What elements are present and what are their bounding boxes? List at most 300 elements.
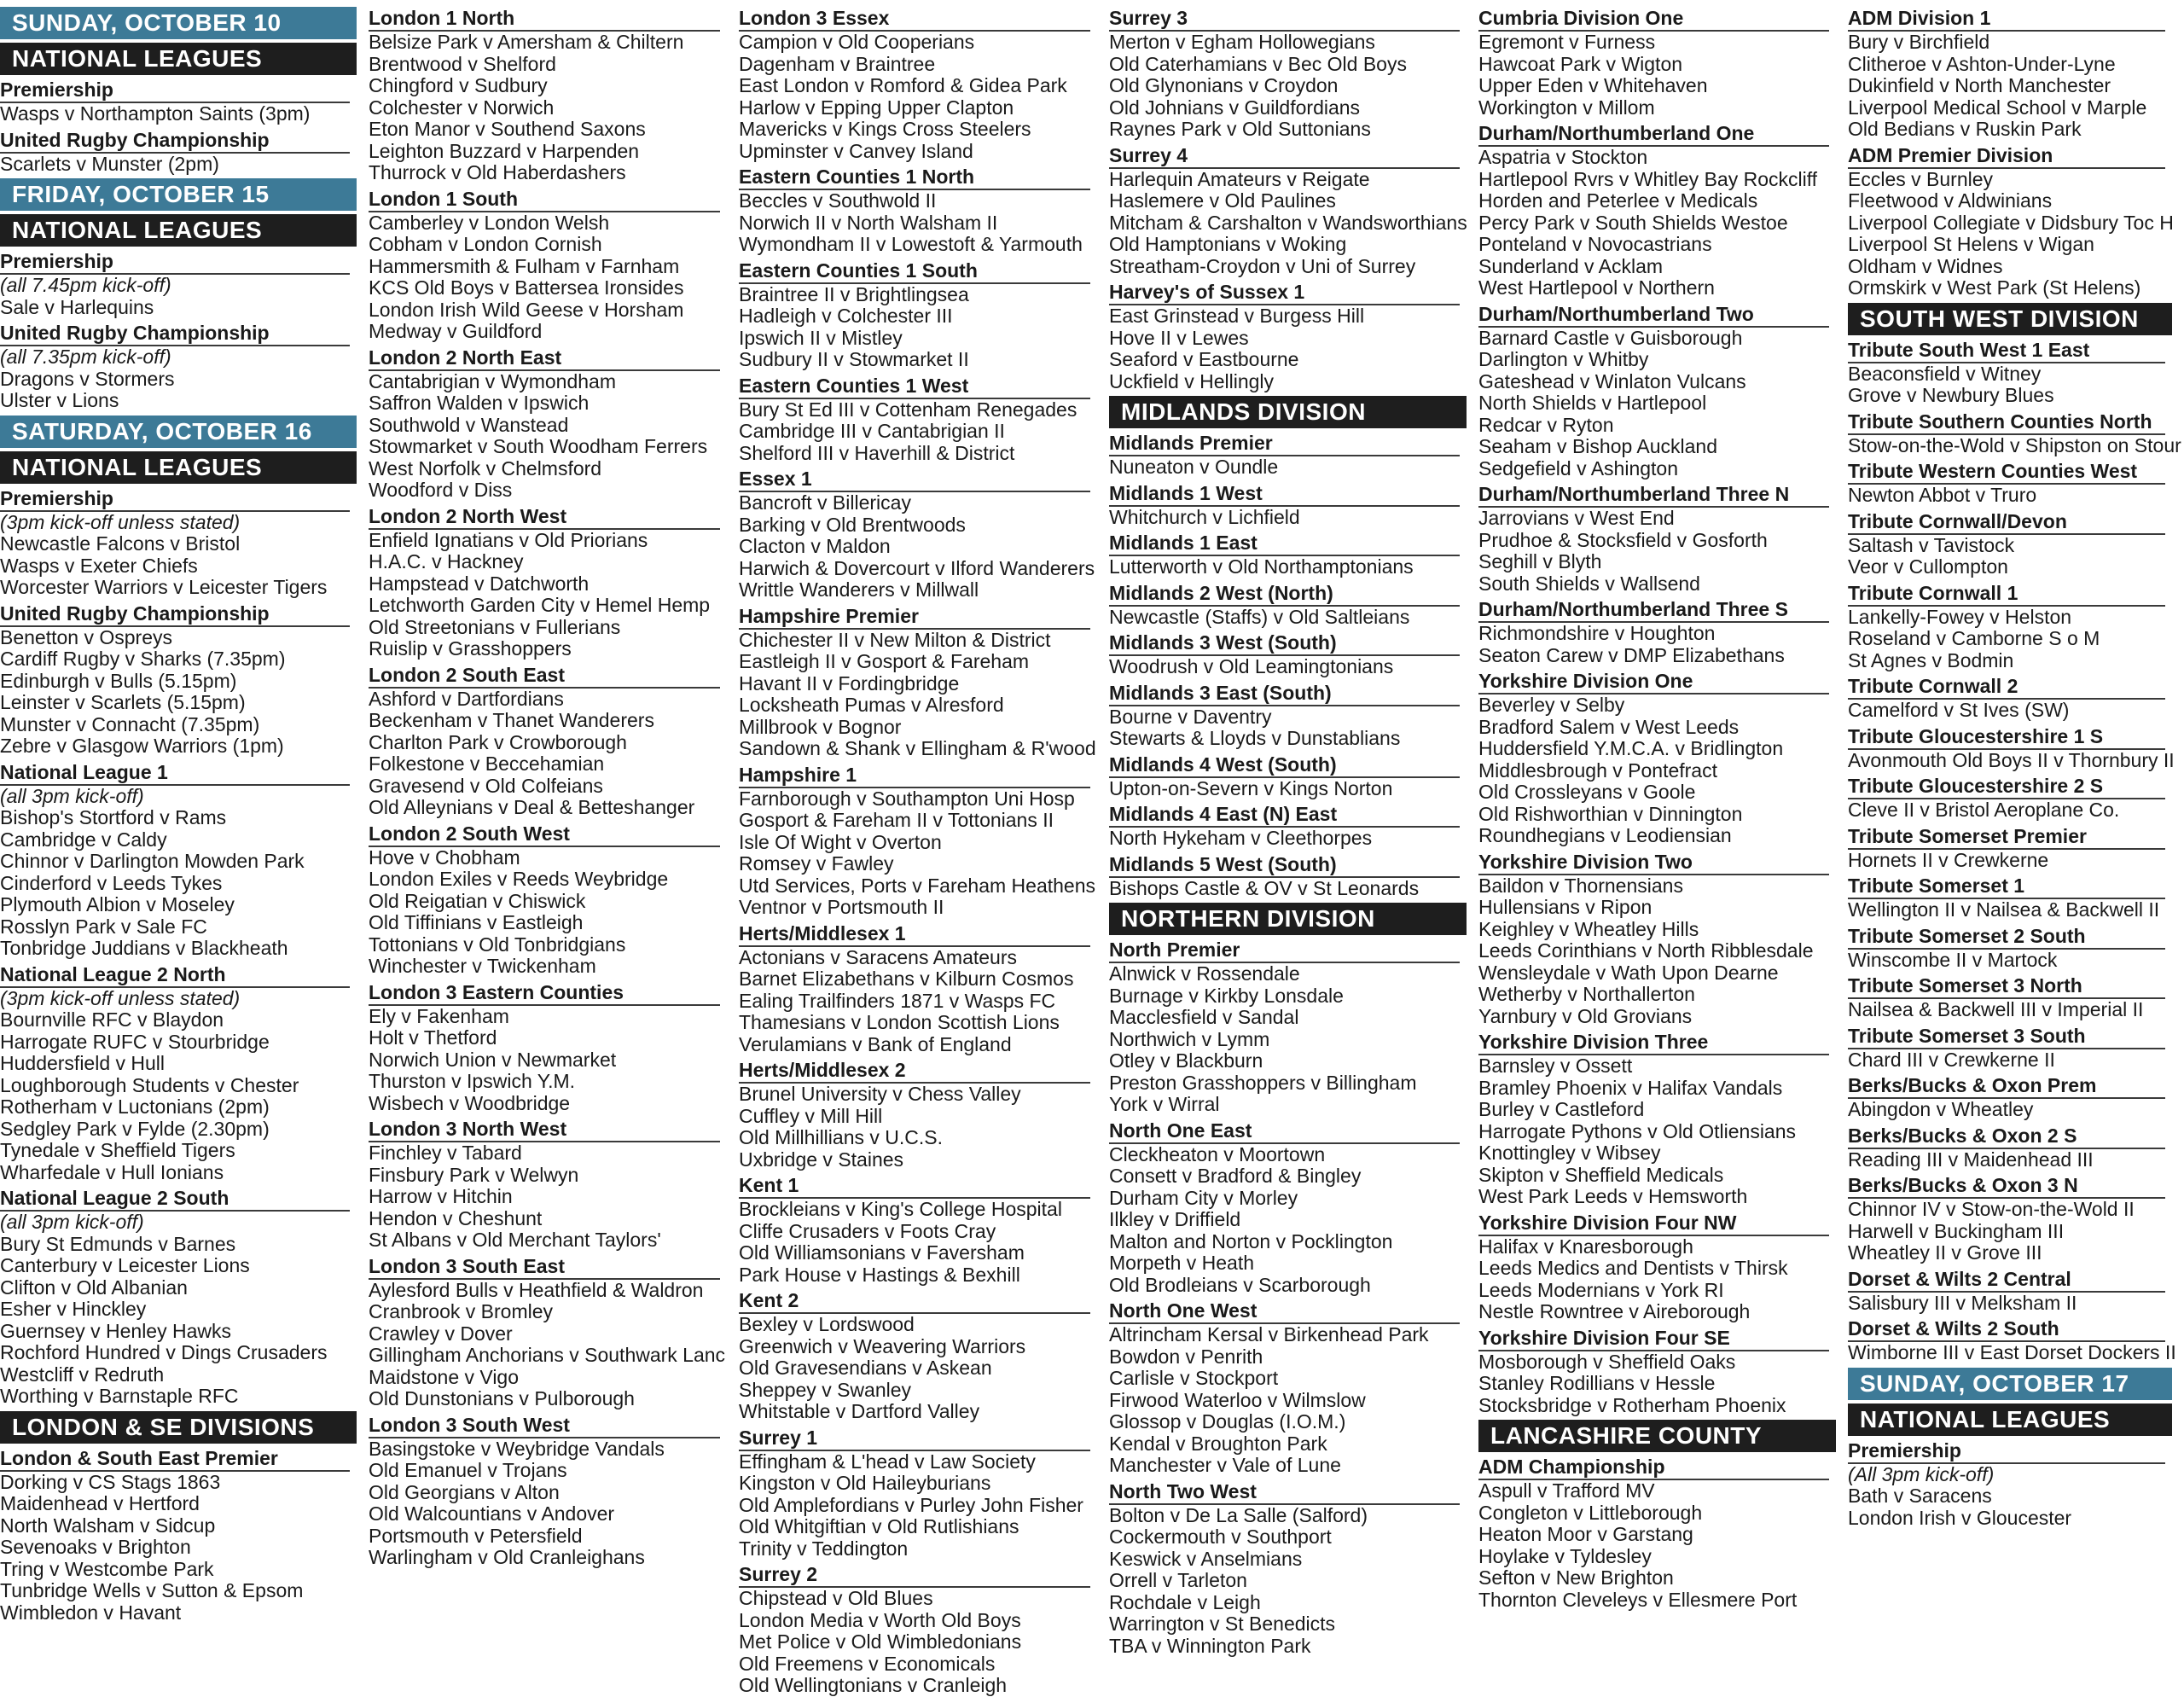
fixture-line: Old Georgians v Alton bbox=[369, 1480, 560, 1503]
fixture-line: Rosslyn Park v Sale FC bbox=[0, 915, 207, 938]
fixture-line: Wasps v Northampton Saints (3pm) bbox=[0, 102, 311, 125]
fixture-line: South Shields v Wallsend bbox=[1478, 572, 1700, 595]
fixture-line: Seghill v Blyth bbox=[1478, 550, 1602, 572]
league-heading: Premiership bbox=[0, 487, 350, 512]
fixture-line: Bancroft v Billericay bbox=[739, 491, 911, 514]
section-banner: MIDLANDS DIVISION bbox=[1109, 396, 1467, 428]
fixture-line: Old Whitgiftian v Old Rutlishians bbox=[739, 1515, 1019, 1537]
fixture-line: Nuneaton v Oundle bbox=[1109, 456, 1279, 478]
fixture-line: Ulster v Lions bbox=[0, 389, 119, 411]
league-heading: Tribute Somerset 2 South bbox=[1848, 925, 2165, 950]
fixture-line: Liverpool St Helens v Wigan bbox=[1848, 233, 2094, 255]
fixture-line: Macclesfield v Sandal bbox=[1109, 1006, 1299, 1028]
fixture-line: Otley v Blackburn bbox=[1109, 1049, 1263, 1072]
fixture-line: Manchester v Vale of Lune bbox=[1109, 1454, 1341, 1476]
fixture-line: Reading III v Maidenhead III bbox=[1848, 1148, 2094, 1171]
fixture-line: Ormskirk v West Park (St Helens) bbox=[1848, 276, 2141, 299]
fixture-line: Glossop v Douglas (I.O.M.) bbox=[1109, 1410, 1346, 1433]
fixture-line: Warrington v St Benedicts bbox=[1109, 1613, 1336, 1635]
fixture-line: Chingford v Sudbury bbox=[369, 74, 548, 96]
fixture-line: Yarnbury v Old Grovians bbox=[1478, 1004, 1693, 1027]
fixture-line: Leeds Corinthians v North Ribblesdale bbox=[1478, 939, 1814, 962]
fixture-line: Darlington v Whitby bbox=[1478, 348, 1649, 370]
fixture-line: Chipstead v Old Blues bbox=[739, 1587, 933, 1609]
fixture-line: Guernsey v Henley Hawks bbox=[0, 1319, 231, 1342]
fixture-line: Fleetwood v Aldwinians bbox=[1848, 189, 2053, 212]
fixture-line: Campion v Old Cooperians bbox=[739, 31, 975, 53]
fixture-line: Horden and Peterlee v Medicals bbox=[1478, 189, 1758, 212]
fixture-line: Gillingham Anchorians v Southwark Lanc bbox=[369, 1344, 726, 1366]
date-heading: SATURDAY, OCTOBER 16 bbox=[0, 416, 357, 448]
date-heading: FRIDAY, OCTOBER 15 bbox=[0, 178, 357, 211]
fixture-line: Northwich v Lymm bbox=[1109, 1027, 1270, 1050]
fixture-line: Stow-on-the-Wold v Shipston on Stour bbox=[1848, 433, 2181, 456]
league-heading: Tribute Cornwall 2 bbox=[1848, 675, 2165, 700]
league-heading: London 3 Eastern Counties bbox=[369, 981, 720, 1006]
fixture-line: Cardiff Rugby v Sharks (7.35pm) bbox=[0, 648, 286, 670]
fixture-line: Nailsea & Backwell III v Imperial II bbox=[1848, 998, 2144, 1020]
league-heading: London 3 South East bbox=[369, 1255, 720, 1280]
fixture-line: Dagenham v Braintree bbox=[739, 52, 936, 75]
fixture-line: Brunel University v Chess Valley bbox=[739, 1083, 1021, 1105]
fixture-line: Clacton v Maldon bbox=[739, 535, 891, 557]
fixture-line: Dorking v CS Stags 1863 bbox=[0, 1470, 221, 1493]
fixture-line: Harlow v Epping Upper Clapton bbox=[739, 96, 1014, 119]
fixture-line: Aspull v Trafford MV bbox=[1478, 1479, 1655, 1502]
fixture-line: Ventnor v Portsmouth II bbox=[739, 896, 944, 918]
fixture-line: Hawcoat Park v Wigton bbox=[1478, 52, 1683, 75]
fixtures-column bbox=[0, 0, 369, 1629]
fixture-line: Isle Of Wight v Overton bbox=[739, 830, 942, 853]
fixture-line: Havant II v Fordingbridge bbox=[739, 671, 960, 694]
fixture-line: Met Police v Old Wimbledonians bbox=[739, 1630, 1022, 1653]
fixture-line: Bexley v Lordswood bbox=[739, 1313, 915, 1335]
fixture-line: Halifax v Knaresborough bbox=[1478, 1235, 1693, 1258]
fixture-line: Cantabrigian v Wymondham bbox=[369, 369, 616, 392]
league-heading: Yorkshire Division Two bbox=[1478, 851, 1829, 875]
fixture-line: Benetton v Ospreys bbox=[0, 625, 172, 648]
fixture-line: Bishop's Stortford v Rams bbox=[0, 806, 227, 828]
fixture-line: Saffron Walden v Ipswich bbox=[369, 392, 590, 414]
fixture-line: Eton Manor v Southend Saxons bbox=[369, 118, 646, 140]
league-heading: United Rugby Championship bbox=[0, 129, 350, 154]
fixture-line: Old Crossleyans v Goole bbox=[1478, 781, 1696, 803]
fixture-line: Bury St Edmunds v Barnes bbox=[0, 1232, 236, 1255]
fixture-line: Wimbledon v Havant bbox=[0, 1601, 182, 1624]
fixture-line: Saltash v Tavistock bbox=[1848, 533, 2015, 556]
fixture-line: Plymouth Albion v Moseley bbox=[0, 893, 235, 915]
fixture-line: Leighton Buzzard v Harpenden bbox=[369, 139, 640, 162]
fixture-line: Durham City v Morley bbox=[1109, 1186, 1298, 1209]
fixture-line: Knottingley v Wibsey bbox=[1478, 1142, 1661, 1164]
fixture-line: Bury v Birchfield bbox=[1848, 31, 1990, 53]
fixture-line: East Grinstead v Burgess Hill bbox=[1109, 305, 1365, 327]
fixture-line: Harrogate RUFC v Stourbridge bbox=[0, 1030, 270, 1053]
league-heading: Surrey 4 bbox=[1109, 144, 1460, 169]
fixture-line: Bradford Salem v West Leeds bbox=[1478, 715, 1740, 738]
fixture-line: Basingstoke v Weybridge Vandals bbox=[369, 1437, 665, 1460]
fixture-line: Bowdon v Penrith bbox=[1109, 1345, 1263, 1368]
fixture-line: Eastleigh II v Gosport & Fareham bbox=[739, 650, 1030, 672]
fixture-line: Morpeth v Heath bbox=[1109, 1252, 1255, 1274]
fixture-line: Holt v Thetford bbox=[369, 1026, 497, 1049]
fixture-line: Effingham & L'head v Law Society bbox=[739, 1450, 1036, 1473]
fixture-line: Preston Grasshoppers v Billingham bbox=[1109, 1071, 1417, 1094]
fixture-line: Crawley v Dover bbox=[369, 1322, 513, 1345]
league-heading: Tribute Cornwall 1 bbox=[1848, 582, 2165, 607]
fixture-line: Finsbury Park v Welwyn bbox=[369, 1163, 579, 1186]
fixture-line: Old Hamptonians v Woking bbox=[1109, 233, 1347, 255]
league-heading: Tribute Southern Counties North bbox=[1848, 410, 2165, 435]
fixture-line: Old Rishworthian v Dinnington bbox=[1478, 802, 1743, 825]
fixture-line: Burnage v Kirkby Lonsdale bbox=[1109, 984, 1344, 1007]
league-heading: Berks/Bucks & Oxon Prem bbox=[1848, 1074, 2165, 1099]
fixture-line: Newton Abbot v Truro bbox=[1848, 484, 2037, 506]
fixture-line: Avonmouth Old Boys II v Thornbury II bbox=[1848, 748, 2175, 771]
fixture-line: Baildon v Thornensians bbox=[1478, 874, 1683, 897]
fixture-line: Trinity v Teddington bbox=[739, 1537, 909, 1560]
fixture-line: Aspatria v Stockton bbox=[1478, 146, 1648, 168]
league-heading: London 2 South West bbox=[369, 822, 720, 847]
date-heading: SUNDAY, OCTOBER 17 bbox=[1848, 1368, 2172, 1400]
fixture-line: Stewarts & Lloyds v Dunstablians bbox=[1109, 727, 1401, 749]
fixture-line: Stanley Rodillians v Hessle bbox=[1478, 1372, 1716, 1394]
fixture-line: Stocksbridge v Rotherham Phoenix bbox=[1478, 1393, 1786, 1416]
fixture-line: Consett v Bradford & Bingley bbox=[1109, 1165, 1362, 1187]
fixture-line: Charlton Park v Crowborough bbox=[369, 730, 627, 753]
fixture-line: Mosborough v Sheffield Oaks bbox=[1478, 1350, 1736, 1373]
league-heading: Durham/Northumberland Three S bbox=[1478, 598, 1829, 623]
fixture-line: Brentwood v Shelford bbox=[369, 52, 556, 75]
fixture-line: Farnborough v Southampton Uni Hosp bbox=[739, 787, 1075, 810]
fixture-line: Esher v Hinckley bbox=[0, 1298, 147, 1320]
fixture-line: Newcastle (Staffs) v Old Saltleians bbox=[1109, 605, 1410, 628]
league-heading: Tribute South West 1 East bbox=[1848, 339, 2165, 363]
fixture-line: Hadleigh v Colchester III bbox=[739, 305, 953, 327]
fixture-line: Merton v Egham Hollowegians bbox=[1109, 31, 1375, 53]
fixture-line: Wheatley II v Grove III bbox=[1848, 1241, 2042, 1264]
fixture-line: Old Streetonians v Fullerians bbox=[369, 615, 621, 638]
fixture-line: Percy Park v South Shields Westoe bbox=[1478, 211, 1788, 234]
fixture-line: Ruislip v Grasshoppers bbox=[369, 637, 572, 660]
league-heading: Durham/Northumberland Three N bbox=[1478, 483, 1829, 508]
league-heading: Premiership bbox=[1848, 1439, 2165, 1464]
league-heading: Midlands 3 East (South) bbox=[1109, 682, 1460, 706]
league-heading: North One West bbox=[1109, 1299, 1460, 1324]
fixture-line: Barnsley v Ossett bbox=[1478, 1055, 1633, 1077]
fixture-line: Streatham-Croydon v Uni of Surrey bbox=[1109, 254, 1416, 277]
league-heading: Tribute Somerset 1 bbox=[1848, 875, 2165, 899]
fixture-line: Sudbury II v Stowmarket II bbox=[739, 348, 969, 370]
fixture-line: Old Bedians v Ruskin Park bbox=[1848, 118, 2082, 140]
fixture-line: Chard III v Crewkerne II bbox=[1848, 1048, 2055, 1071]
league-heading: ADM Division 1 bbox=[1848, 7, 2165, 32]
fixture-line: Newcastle Falcons v Bristol bbox=[0, 532, 241, 555]
fixture-line: Ilkley v Driffield bbox=[1109, 1208, 1241, 1230]
fixture-line: Beckenham v Thanet Wanderers bbox=[369, 709, 654, 731]
fixture-line: Bury St Ed III v Cottenham Renegades bbox=[739, 398, 1077, 421]
fixture-line: Munster v Connacht (7.35pm) bbox=[0, 712, 260, 735]
section-banner: NORTHERN DIVISION bbox=[1109, 903, 1467, 935]
fixture-line: Huddersfield Y.M.C.A. v Bridlington bbox=[1478, 737, 1784, 759]
fixture-line: Leinster v Scarlets (5.15pm) bbox=[0, 691, 246, 713]
fixture-line: Sandown & Shank v Ellingham & R'wood bbox=[739, 737, 1096, 759]
league-heading: Herts/Middlesex 1 bbox=[739, 922, 1090, 947]
league-heading: Midlands 5 West (South) bbox=[1109, 853, 1460, 878]
fixture-line: Ealing Trailfinders 1871 v Wasps FC bbox=[739, 989, 1056, 1012]
league-heading: North Two West bbox=[1109, 1480, 1460, 1505]
fixture-line: Abingdon v Wheatley bbox=[1848, 1098, 2034, 1120]
league-heading: North Premier bbox=[1109, 939, 1460, 963]
fixture-line: Keighley v Wheatley Hills bbox=[1478, 917, 1699, 940]
league-heading: Tribute Gloucestershire 1 S bbox=[1848, 725, 2165, 750]
fixture-line: Gosport & Fareham II v Tottonians II bbox=[739, 809, 1054, 831]
league-heading: Cumbria Division One bbox=[1478, 7, 1829, 32]
league-heading: ADM Championship bbox=[1478, 1456, 1829, 1480]
fixture-line: Sunderland v Acklam bbox=[1478, 254, 1664, 277]
fixture-line: Wensleydale v Wath Upon Dearne bbox=[1478, 961, 1779, 984]
fixture-line: Haslemere v Old Paulines bbox=[1109, 189, 1336, 212]
fixture-line: Sale v Harlequins bbox=[0, 295, 154, 318]
league-heading: Durham/Northumberland Two bbox=[1478, 303, 1829, 328]
fixture-line: Hoylake v Tyldesley bbox=[1478, 1544, 1652, 1567]
fixture-line: Cleckheaton v Moortown bbox=[1109, 1142, 1326, 1165]
league-heading: Herts/Middlesex 2 bbox=[739, 1059, 1090, 1084]
fixture-line: Dukinfield v North Manchester bbox=[1848, 74, 2111, 96]
fixture-line: Woodrush v Old Leamingtonians bbox=[1109, 655, 1394, 677]
fixture-line: London Irish Wild Geese v Horsham bbox=[369, 298, 684, 321]
fixtures-column bbox=[1848, 0, 2184, 1629]
fixture-line: Upper Eden v Whitehaven bbox=[1478, 74, 1708, 96]
section-banner: NATIONAL LEAGUES bbox=[0, 214, 357, 247]
fixture-line: Eccles v Burnley bbox=[1848, 167, 1994, 190]
fixture-line: Thamesians v London Scottish Lions bbox=[739, 1011, 1060, 1033]
kickoff-note: (all 7.35pm kick-off) bbox=[0, 346, 171, 368]
fixture-line: Old Johnians v Guildfordians bbox=[1109, 96, 1361, 119]
league-heading: Midlands 4 East (N) East bbox=[1109, 803, 1460, 828]
fixture-line: Huddersfield v Hull bbox=[0, 1052, 166, 1074]
fixture-line: Firwood Waterloo v Wilmslow bbox=[1109, 1388, 1366, 1411]
fixture-line: Upminster v Canvey Island bbox=[739, 139, 973, 162]
league-heading: Eastern Counties 1 West bbox=[739, 375, 1090, 399]
fixture-line: Cliffe Crusaders v Foots Cray bbox=[739, 1219, 996, 1242]
fixture-line: Hornets II v Crewkerne bbox=[1848, 848, 2049, 871]
fixture-line: London Media v Worth Old Boys bbox=[739, 1608, 1021, 1631]
fixture-line: Beccles v Southwold II bbox=[739, 189, 937, 212]
fixture-line: Old Freemens v Economicals bbox=[739, 1652, 996, 1675]
fixture-line: Seaham v Bishop Auckland bbox=[1478, 435, 1718, 457]
league-heading: Eastern Counties 1 South bbox=[739, 259, 1090, 284]
fixture-line: Workington v Millom bbox=[1478, 96, 1655, 119]
fixture-line: Camelford v St Ives (SW) bbox=[1848, 699, 2070, 721]
fixture-line: Liverpool Collegiate v Didsbury Toc H bbox=[1848, 211, 2174, 234]
fixtures-column bbox=[1478, 0, 1848, 1629]
fixture-line: Hullensians v Ripon bbox=[1478, 896, 1653, 918]
fixture-line: Alnwick v Rossendale bbox=[1109, 962, 1300, 985]
fixture-line: Roundhegians v Leodiensian bbox=[1478, 824, 1732, 846]
fixture-line: Stowmarket v South Woodham Ferrers bbox=[369, 435, 708, 457]
league-heading: ADM Premier Division bbox=[1848, 144, 2165, 169]
fixture-line: North Walsham v Sidcup bbox=[0, 1514, 216, 1537]
fixture-line: Colchester v Norwich bbox=[369, 96, 555, 119]
fixture-line: Seaton Carew v DMP Elizabethans bbox=[1478, 643, 1785, 666]
kickoff-note: (3pm kick-off unless stated) bbox=[0, 510, 241, 533]
fixture-line: Orrell v Tarleton bbox=[1109, 1569, 1247, 1591]
fixture-line: Congleton v Littleborough bbox=[1478, 1501, 1703, 1524]
fixture-line: Beverley v Selby bbox=[1478, 694, 1625, 716]
fixture-line: Bramley Phoenix v Halifax Vandals bbox=[1478, 1076, 1783, 1099]
fixture-line: Leeds Modernians v York RI bbox=[1478, 1278, 1724, 1301]
fixture-line: Old Dunstonians v Pulborough bbox=[369, 1387, 635, 1409]
fixture-line: Maidenhead v Hertford bbox=[0, 1492, 200, 1514]
fixture-line: Utd Services, Ports v Fareham Heathens bbox=[739, 874, 1095, 897]
fixture-line: Edinburgh v Bulls (5.15pm) bbox=[0, 669, 237, 692]
league-heading: Durham/Northumberland One bbox=[1478, 122, 1829, 147]
fixture-line: Thurrock v Old Haberdashers bbox=[369, 161, 626, 183]
fixture-line: Writtle Wanderers v Millwall bbox=[739, 578, 979, 601]
fixture-line: Kingston v Old Haileyburians bbox=[739, 1472, 991, 1494]
fixture-line: Old Amplefordians v Purley John Fisher bbox=[739, 1493, 1083, 1516]
fixture-line: Middlesbrough v Pontefract bbox=[1478, 758, 1717, 782]
fixture-line: Dragons v Stormers bbox=[0, 367, 175, 390]
fixture-line: London Exiles v Reeds Weybridge bbox=[369, 868, 669, 890]
fixture-line: Sedgley Park v Fylde (2.30pm) bbox=[0, 1117, 270, 1140]
fixture-line: Letchworth Garden City v Hemel Hemp bbox=[369, 594, 711, 616]
fixture-line: Old Emanuel v Trojans bbox=[369, 1459, 567, 1481]
kickoff-note: (all 3pm kick-off) bbox=[0, 784, 144, 807]
fixture-line: Malton and Norton v Pocklington bbox=[1109, 1229, 1393, 1252]
fixture-line: Hendon v Cheshunt bbox=[369, 1206, 543, 1229]
league-heading: Tribute Somerset 3 South bbox=[1848, 1025, 2165, 1049]
fixture-line: Mavericks v Kings Cross Steelers bbox=[739, 118, 1031, 140]
fixture-line: Beaconsfield v Witney bbox=[1848, 362, 2042, 385]
fixture-line: Keswick v Anselmians bbox=[1109, 1547, 1303, 1570]
fixture-line: Chichester II v New Milton & District bbox=[739, 628, 1051, 651]
fixture-line: Romsey v Fawley bbox=[739, 852, 894, 875]
league-heading: North One East bbox=[1109, 1119, 1460, 1144]
league-heading: United Rugby Championship bbox=[0, 322, 350, 346]
fixture-line: Lankelly-Fowey v Helston bbox=[1848, 605, 2072, 628]
fixture-line: Upton-on-Severn v Kings Norton bbox=[1109, 776, 1393, 799]
league-heading: Kent 2 bbox=[739, 1289, 1090, 1314]
fixture-line: Enfield Ignatians v Old Priorians bbox=[369, 528, 648, 551]
league-heading: Premiership bbox=[0, 78, 350, 103]
fixture-line: Loughborough Students v Chester bbox=[0, 1073, 299, 1096]
fixture-line: Wellington II v Nailsea & Backwell II bbox=[1848, 898, 2160, 921]
fixture-line: Redcar v Ryton bbox=[1478, 413, 1614, 436]
fixture-line: Warlingham v Old Cranleighans bbox=[369, 1546, 645, 1568]
fixture-line: Barking v Old Brentwoods bbox=[739, 513, 966, 536]
fixture-line: Old Reigatian v Chiswick bbox=[369, 889, 586, 912]
fixture-line: Norwich Union v Newmarket bbox=[369, 1048, 617, 1071]
fixture-line: Wetherby v Northallerton bbox=[1478, 983, 1695, 1005]
fixture-line: East London v Romford & Gidea Park bbox=[739, 74, 1067, 96]
fixture-line: Bolton v De La Salle (Salford) bbox=[1109, 1503, 1368, 1526]
fixture-line: Hove II v Lewes bbox=[1109, 326, 1249, 349]
fixture-line: Sedgefield v Ashington bbox=[1478, 456, 1679, 479]
league-heading: Midlands 2 West (North) bbox=[1109, 582, 1460, 607]
fixture-line: Tottonians v Old Tonbridgians bbox=[369, 933, 626, 956]
fixture-line: Burley v Castleford bbox=[1478, 1098, 1645, 1120]
fixture-line: Raynes Park v Old Suttonians bbox=[1109, 118, 1371, 140]
league-heading: National League 2 North bbox=[0, 963, 350, 988]
fixture-line: Ely v Fakenham bbox=[369, 1004, 509, 1027]
fixture-line: Belsize Park v Amersham & Chiltern bbox=[369, 31, 684, 53]
fixture-line: Worcester Warriors v Leicester Tigers bbox=[0, 576, 328, 598]
fixture-line: Old Millhillians v U.C.S. bbox=[739, 1126, 943, 1148]
fixtures-column bbox=[369, 0, 739, 1629]
fixture-line: Wharfedale v Hull Ionians bbox=[0, 1160, 224, 1183]
fixture-line: Old Walcountians v Andover bbox=[369, 1502, 615, 1525]
fixture-line: Wimborne III v East Dorset Dockers II bbox=[1848, 1341, 2176, 1363]
league-heading: London 3 South West bbox=[369, 1414, 720, 1438]
fixture-line: Winchester v Twickenham bbox=[369, 955, 596, 977]
fixture-line: KCS Old Boys v Battersea Ironsides bbox=[369, 276, 684, 299]
league-heading: London 2 South East bbox=[369, 664, 720, 689]
league-heading: Hampshire Premier bbox=[739, 605, 1090, 630]
fixture-line: Rochford Hundred v Dings Crusaders bbox=[0, 1341, 328, 1363]
fixture-line: St Albans v Old Merchant Taylors' bbox=[369, 1229, 661, 1251]
fixture-line: Chinnor IV v Stow-on-the-Wold II bbox=[1848, 1198, 2135, 1220]
fixture-line: Sevenoaks v Brighton bbox=[0, 1536, 191, 1558]
fixture-line: Harwich & Dovercourt v Ilford Wanderers bbox=[739, 556, 1095, 579]
fixture-line: Cleve II v Bristol Aeroplane Co. bbox=[1848, 799, 2120, 821]
fixture-line: Park House v Hastings & Bexhill bbox=[739, 1263, 1020, 1286]
fixture-line: Richmondshire v Houghton bbox=[1478, 622, 1716, 644]
fixture-line: Southwold v Wanstead bbox=[369, 413, 569, 436]
fixture-line: Norwich II v North Walsham II bbox=[739, 211, 998, 234]
fixture-line: Oldham v Widnes bbox=[1848, 254, 2003, 277]
fixture-line: Salisbury III v Melksham II bbox=[1848, 1291, 2077, 1314]
fixture-line: Lutterworth v Old Northamptonians bbox=[1109, 555, 1414, 578]
fixture-line: Harwell v Buckingham III bbox=[1848, 1219, 2065, 1242]
fixture-line: Barnard Castle v Guisborough bbox=[1478, 326, 1743, 349]
fixture-line: Scarlets v Munster (2pm) bbox=[0, 152, 219, 175]
fixture-line: Old Caterhamians v Bec Old Boys bbox=[1109, 52, 1407, 75]
league-heading: Midlands Premier bbox=[1109, 432, 1460, 456]
fixture-line: Braintree II v Brightlingsea bbox=[739, 282, 969, 305]
fixture-line: West Park Leeds v Hemsworth bbox=[1478, 1185, 1748, 1207]
fixture-line: Altrincham Kersal v Birkenhead Park bbox=[1109, 1323, 1429, 1345]
fixture-line: Old Williamsonians v Faversham bbox=[739, 1241, 1025, 1264]
fixture-line: Tunbridge Wells v Sutton & Epsom bbox=[0, 1579, 304, 1601]
fixture-line: West Hartlepool v Northern bbox=[1478, 276, 1715, 299]
fixture-line: Skipton v Sheffield Medicals bbox=[1478, 1163, 1724, 1186]
fixture-line: Maidstone v Vigo bbox=[369, 1365, 520, 1388]
fixture-line: Ashford v Dartfordians bbox=[369, 687, 564, 710]
league-heading: Berks/Bucks & Oxon 3 N bbox=[1848, 1174, 2165, 1199]
fixture-line: Cobham v London Cornish bbox=[369, 233, 602, 255]
fixture-line: Greenwich v Weavering Warriors bbox=[739, 1334, 1026, 1357]
league-heading: Yorkshire Division One bbox=[1478, 670, 1829, 694]
fixture-line: Ponteland v Novocastrians bbox=[1478, 233, 1712, 255]
section-banner: NATIONAL LEAGUES bbox=[1848, 1404, 2172, 1436]
fixture-line: Barnet Elizabethans v Kilburn Cosmos bbox=[739, 968, 1074, 990]
fixture-line: Veor v Cullompton bbox=[1848, 555, 2008, 578]
league-heading: Yorkshire Division Four NW bbox=[1478, 1212, 1829, 1236]
fixture-line: Uxbridge v Staines bbox=[739, 1148, 904, 1171]
fixture-line: York v Wirral bbox=[1109, 1093, 1220, 1115]
league-heading: Surrey 3 bbox=[1109, 7, 1460, 32]
league-heading: Tribute Western Counties West bbox=[1848, 460, 2165, 485]
fixture-line: Old Brodleians v Scarborough bbox=[1109, 1273, 1371, 1296]
fixture-line: Medway v Guildford bbox=[369, 320, 543, 342]
fixture-line: Chinnor v Darlington Mowden Park bbox=[0, 850, 305, 872]
fixture-line: London Irish v Gloucester bbox=[1848, 1506, 2072, 1529]
fixture-line: Old Tiffinians v Eastleigh bbox=[369, 911, 584, 933]
fixture-line: Zebre v Glasgow Warriors (1pm) bbox=[0, 735, 284, 757]
fixture-line: Canterbury v Leicester Lions bbox=[0, 1254, 250, 1276]
